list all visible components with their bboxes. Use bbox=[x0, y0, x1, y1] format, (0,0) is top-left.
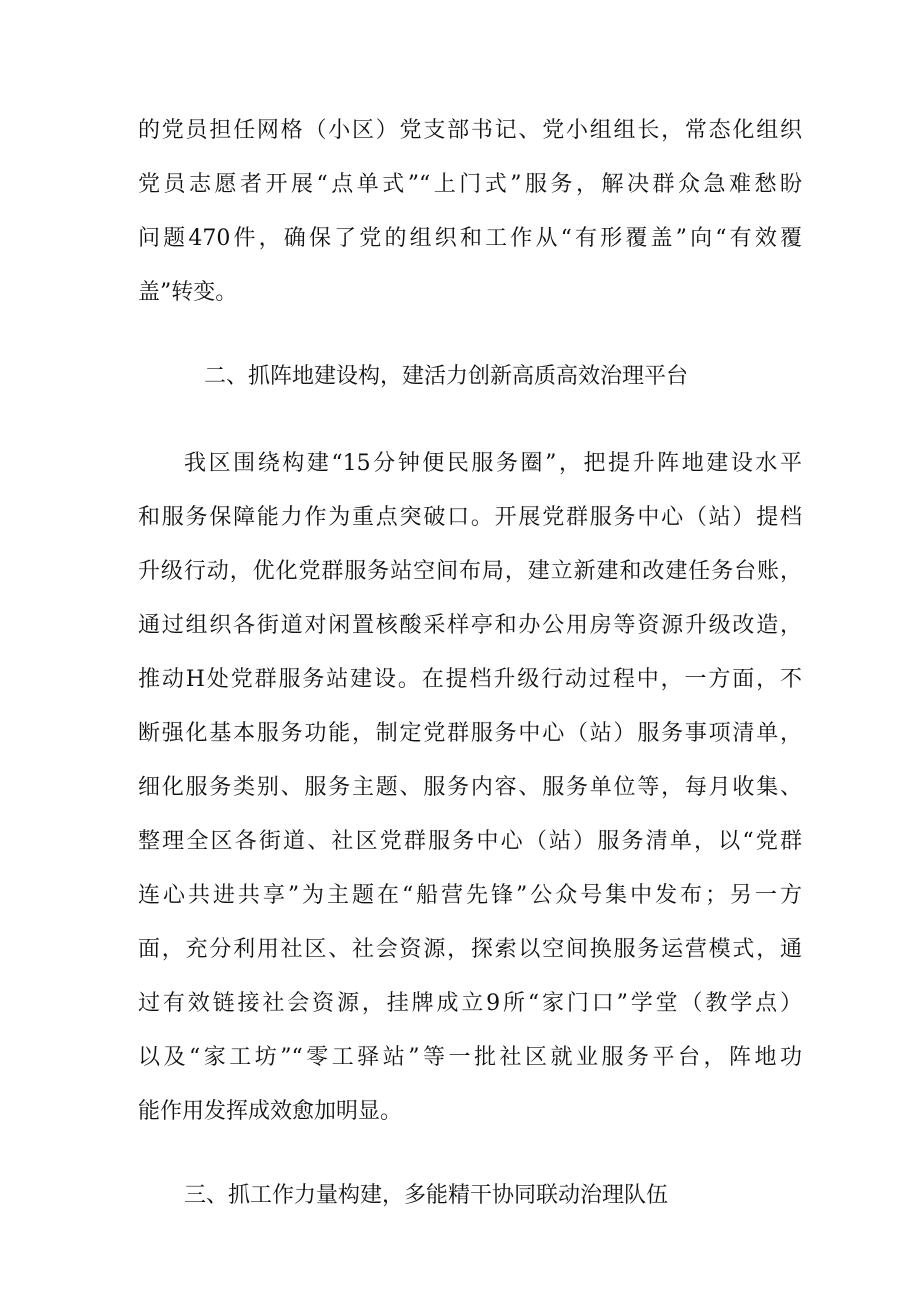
paragraph-line: 过有效链接社会资源，挂牌成立9所“家门口”学堂（教学点） bbox=[138, 991, 802, 1016]
paragraph-line: 以及“家工坊”“零工驿站”等一批社区就业服务平台，阵地功 bbox=[138, 1045, 802, 1070]
paragraph-line: 盖”转变。 bbox=[138, 280, 238, 305]
paragraph-line: 问题470件，确保了党的组织和工作从“有形覆盖”向“有效覆 bbox=[138, 226, 802, 251]
paragraph-line: 连心共进共享”为主题在“船营先锋”公众号集中发布；另一方 bbox=[138, 883, 802, 908]
paragraph-line: 党员志愿者开展“点单式”“上门式”服务，解决群众急难愁盼 bbox=[138, 172, 802, 197]
paragraph-line: 整理全区各街道、社区党群服务中心（站）服务清单，以“党群 bbox=[138, 829, 802, 854]
paragraph-line: 通过组织各街道对闲置核酸采样亭和办公用房等资源升级改造， bbox=[138, 613, 802, 638]
paragraph-line: 推动H处党群服务站建设。在提档升级行动过程中，一方面，不 bbox=[138, 667, 802, 692]
paragraph-line: 断强化基本服务功能，制定党群服务中心（站）服务事项清单， bbox=[138, 721, 802, 746]
paragraph-line: 细化服务类别、服务主题、服务内容、服务单位等，每月收集、 bbox=[138, 775, 802, 800]
section-heading-3: 三、抓工作力量构建，多能精干协同联动治理队伍 bbox=[184, 1183, 669, 1208]
paragraph-line: 和服务保障能力作为重点突破口。开展党群服务中心（站）提档 bbox=[138, 505, 802, 530]
paragraph-line: 的党员担任网格（小区）党支部书记、党小组组长，常态化组织 bbox=[138, 118, 802, 143]
paragraph-line: 我区围绕构建“15分钟便民服务圈”，把提升阵地建设水平 bbox=[184, 451, 802, 476]
paragraph-line: 升级行动，优化党群服务站空间布局，建立新建和改建任务台账， bbox=[138, 559, 802, 584]
paragraph-line: 面，充分利用社区、社会资源，探索以空间换服务运营模式，通 bbox=[138, 937, 802, 962]
section-heading-2: 二、抓阵地建设构，建活力创新高质高效治理平台 bbox=[204, 364, 689, 389]
paragraph-line: 能作用发挥成效愈加明显。 bbox=[138, 1099, 403, 1124]
